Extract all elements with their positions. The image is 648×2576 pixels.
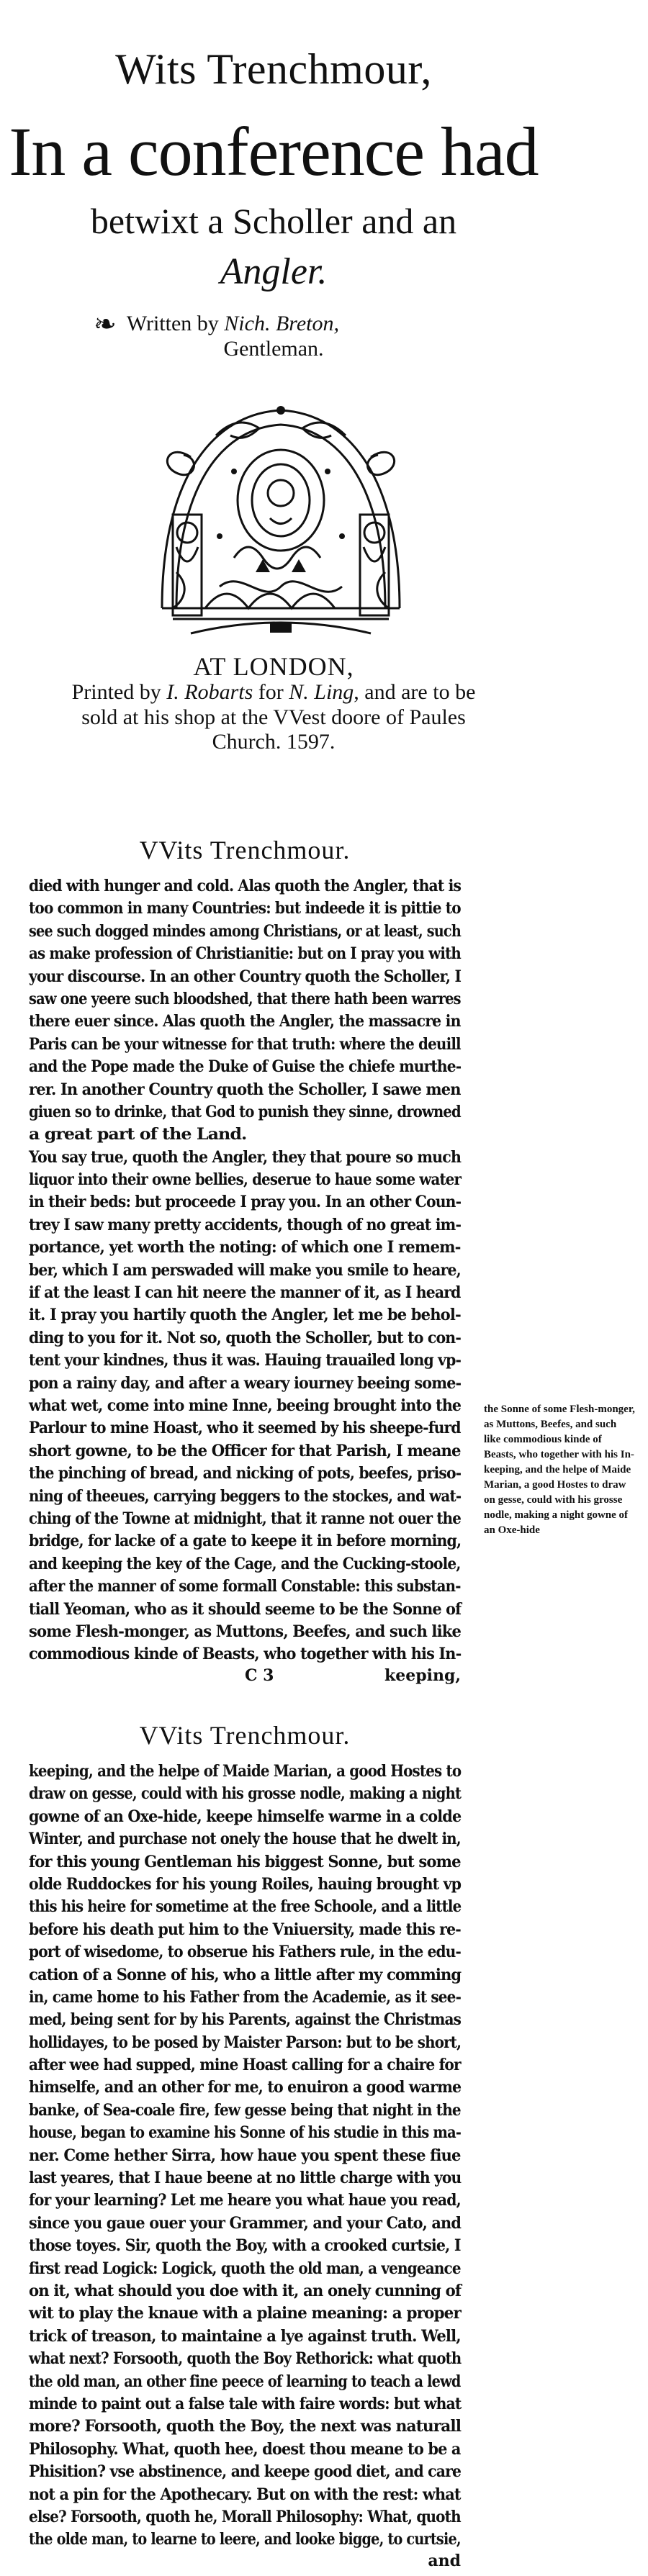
text-line: himselfe, and an other for me, to enuiron a good warme xyxy=(29,2078,462,2097)
text-line: in, came home to his Father from the Academie, as it see- xyxy=(29,1987,462,2007)
text-line: ching of the Towne at midnight, that it ranne not ouer the xyxy=(29,1509,462,1528)
text-line: Phisition? vse abstinence, and keepe good diet, and care xyxy=(29,2462,462,2482)
text-line: You say true, quoth the Angler, they that poure so much xyxy=(29,1147,462,1167)
text-line: tiall Yeoman, who as it should seeme to be the Sonne of xyxy=(29,1599,462,1619)
title-line-4: Angler. xyxy=(220,251,328,292)
imprint-printed-by: Printed by xyxy=(71,680,167,704)
title-line-2: In a conference had xyxy=(9,113,539,190)
text-line: your discourse. In an other Country quoth the Scholler, I xyxy=(29,967,462,986)
text-line: on it, what should you doe with it, an onely cunning of xyxy=(29,2281,462,2300)
imprint-shop: sold at his shop at the VVest doore of Paules xyxy=(81,705,466,729)
text-line: what wet, come into mine Inne, beeing brought into the xyxy=(29,1396,462,1415)
title-line-1: Wits Trenchmour, xyxy=(115,45,432,93)
text-line: for this young Gentleman his biggest Sonne, but some xyxy=(29,1852,461,1871)
text-line: if at the least I can hit neere the manner of it, as I heard xyxy=(29,1283,461,1303)
running-head: VVits Trenchmour. xyxy=(139,1721,351,1750)
text-line: this his heire for sometime at the free Schoole, and a little xyxy=(29,1897,462,1917)
catchword: and xyxy=(428,2551,461,2570)
page-body xyxy=(29,1761,461,2552)
text-line: in their beds: but proceede I pray you. In an other Coun- xyxy=(29,1193,462,1212)
byline-prefix: Written by xyxy=(126,312,225,335)
text-line: med, being sent for by his Parents, against the Christmas xyxy=(29,2010,462,2030)
text-line: for your learning? Let me heare you what haue you read, xyxy=(29,2191,461,2210)
text-line: ner. Come hether Sirra, how haue you spent these fiue xyxy=(29,2146,461,2165)
imprint-church-date: Church. 1597. xyxy=(212,730,336,754)
text-line: trick of treason, to maintaine a lye against truth. Well, xyxy=(29,2326,461,2346)
title-page xyxy=(0,0,648,754)
page-body xyxy=(29,875,461,1666)
text-line: cation of a Sonne of his, who a little after my comming xyxy=(29,1965,462,1984)
text-line: wit to play the knaue with a plaine meaning: a proper xyxy=(29,2304,461,2323)
text-line: Paris can be your witnesse for that truth: where the deuill xyxy=(29,1034,461,1054)
text-line: after wee had supped, mine Hoast calling for a chaire for xyxy=(29,2056,461,2075)
text-line: first read Logick: Logick, quoth the old man, a vengeance xyxy=(29,2259,461,2278)
byline-rank: Gentleman. xyxy=(223,337,324,361)
text-line: after the manner of some formall Constable: this substan- xyxy=(29,1577,461,1596)
text-line: short gowne, to be the Officer for that Parish, I meane xyxy=(29,1441,461,1460)
text-line: gowne of an Oxe-hide, keepe himselfe warme in a colde xyxy=(29,1807,462,1826)
text-line: Philosophy. What, quoth hee, doest thou meane to be a xyxy=(29,2439,461,2459)
catchword: keeping, xyxy=(384,1666,461,1685)
text-line: pon a rainy day, and after a weary iourney beeing some- xyxy=(29,1373,462,1393)
text-line: too common in many Countries: but indeede it is pittie to xyxy=(29,899,461,918)
text-line: as make profession of Christianitie: but on I pray you with xyxy=(29,944,461,964)
text-line: since you gaue ouer your Grammer, and your Cato, and xyxy=(29,2213,462,2233)
text-line: trey I saw many pretty accidents, though of no great im- xyxy=(29,1215,462,1234)
text-line: portance, yet worth the noting: of which one I remem- xyxy=(29,1238,461,1257)
text-line: saw one yeere such bloodshed, that there hath been warres xyxy=(29,989,461,1008)
page-footer xyxy=(29,2552,461,2576)
imprint-place: AT LONDON, xyxy=(193,652,354,681)
text-line: hollidayes, to be posed by Maister Parson: but to be short, xyxy=(29,2033,462,2052)
text-line: rer. In another Country quoth the Scholler, I sawe men xyxy=(29,1080,461,1099)
text-line: died with hunger and cold. Alas quoth the Angler, that is xyxy=(29,877,462,895)
fleuron-icon: ❧ xyxy=(94,309,117,340)
text-line: before his death put him to the Vniuersity, made this re- xyxy=(29,1920,461,1939)
running-head: VVits Trenchmour. xyxy=(139,836,351,864)
margin-note: the Sonne of some Flesh-monger, as Muttons, Beefes, and such like commodious kinde of Beasts, who together with his In-keeping, and the helpe of Maide Marian, a good Hostes to draw on gesse, could with his grosse nodle, making a night gowne of an Oxe-hide xyxy=(484,1404,635,1536)
text-line: and the Pope made the Duke of Guise the chiefe murthe- xyxy=(29,1057,462,1077)
text-line: last yeares, that I haue beene at no little charge with you xyxy=(29,2169,462,2188)
text-line: tent your kindnes, thus it was. Hauing trauailed long vp- xyxy=(29,1351,462,1370)
text-line: the old man, an other fine peece of learning to teach a lewd xyxy=(29,2372,461,2391)
text-line: it. I pray you hartily quoth the Angler, let me be behol- xyxy=(29,1306,461,1325)
text-line: not a pin for the Apothecary. But on with the rest: what xyxy=(29,2485,461,2504)
text-line: the olde man, to learne to leere, and looke bigge, to curtsie, xyxy=(29,2530,461,2549)
text-line: keeping, and the helpe of Maide Marian, a good Hostes to xyxy=(29,1762,462,1781)
text-line: see such dogged mindes among Christians, or at least, such xyxy=(29,921,461,941)
byline-author: Nich. Breton, xyxy=(224,312,339,335)
imprint-printer-line xyxy=(0,680,547,705)
byline xyxy=(94,308,339,340)
text-line: giuen so to drinke, that God to punish they sinne, drowned xyxy=(29,1102,461,1121)
text-page-1 xyxy=(29,835,461,1691)
text-line: ber, which I am perswaded will make you smile to heare, xyxy=(29,1260,461,1280)
imprint-printer: I. Robarts xyxy=(166,680,253,704)
text-line: commodious kinde of Beasts, who together with his In- xyxy=(29,1645,462,1664)
text-line: those toyes. Sir, quoth the Boy, with a crooked curtsie, I xyxy=(29,2236,461,2256)
text-line: Winter, and purchase not onely the house that he dwelt in, xyxy=(29,1830,461,1849)
text-line: minde to paint out a false tale with faire words: but what xyxy=(29,2394,462,2413)
text-line: olde Ruddockes for his young Roiles, hauing brought vp xyxy=(29,1874,462,1894)
text-line: the pinching of bread, and nicking of pots, beefes, priso- xyxy=(29,1464,462,1483)
signature-mark: C 3 xyxy=(245,1666,274,1685)
text-line: bridge, for lacke of a gate to keepe it in before morning, xyxy=(29,1532,462,1551)
text-line: what next? Forsooth, quoth the Boy Rethorick: what quoth xyxy=(29,2349,462,2369)
text-line: house, began to examine his Sonne of his studie in this ma- xyxy=(29,2123,462,2143)
text-line: and keeping the key of the Cage, and the Cucking-stoole, xyxy=(29,1554,461,1573)
text-line: there euer since. Alas quoth the Angler, the massacre in xyxy=(29,1012,461,1031)
text-line: ning of theeues, carrying beggers to the stockes, and wat- xyxy=(29,1486,462,1506)
text-line: a great part of the Land. xyxy=(29,1125,247,1144)
woodcut-ornament-icon xyxy=(148,392,414,651)
text-line: some Flesh-monger, as Muttons, Beefes, and such like xyxy=(29,1622,462,1641)
text-line: banke, of Sea-coale fire, few gesse being that night in the xyxy=(29,2100,461,2120)
text-line: liquor into their owne bellies, deserue to haue some water xyxy=(29,1170,462,1190)
text-line: ding to you for it. Not so, quoth the Scholler, but to con- xyxy=(29,1328,462,1347)
text-line: more? Forsooth, quoth the Boy, the next was naturall xyxy=(29,2417,462,2436)
title-line-3: betwixt a Scholler and an xyxy=(90,201,457,241)
imprint-tail: , and are to be xyxy=(354,680,476,704)
imprint-for: for xyxy=(253,680,289,704)
text-line: Parlour to mine Hoast, who it seemed by his sheepe-furd xyxy=(29,1419,461,1438)
imprint-bookseller: N. Ling xyxy=(289,680,354,704)
text-line: draw on gesse, could with his grosse nodle, making a night xyxy=(29,1784,462,1804)
text-line: port of wisedome, to obserue his Fathers rule, in the edu- xyxy=(29,1943,462,1962)
page-footer xyxy=(29,1666,461,1691)
text-page-2 xyxy=(29,1720,461,2576)
text-line: else? Forsooth, quoth he, Morall Philosophy: What, quoth xyxy=(29,2507,461,2526)
